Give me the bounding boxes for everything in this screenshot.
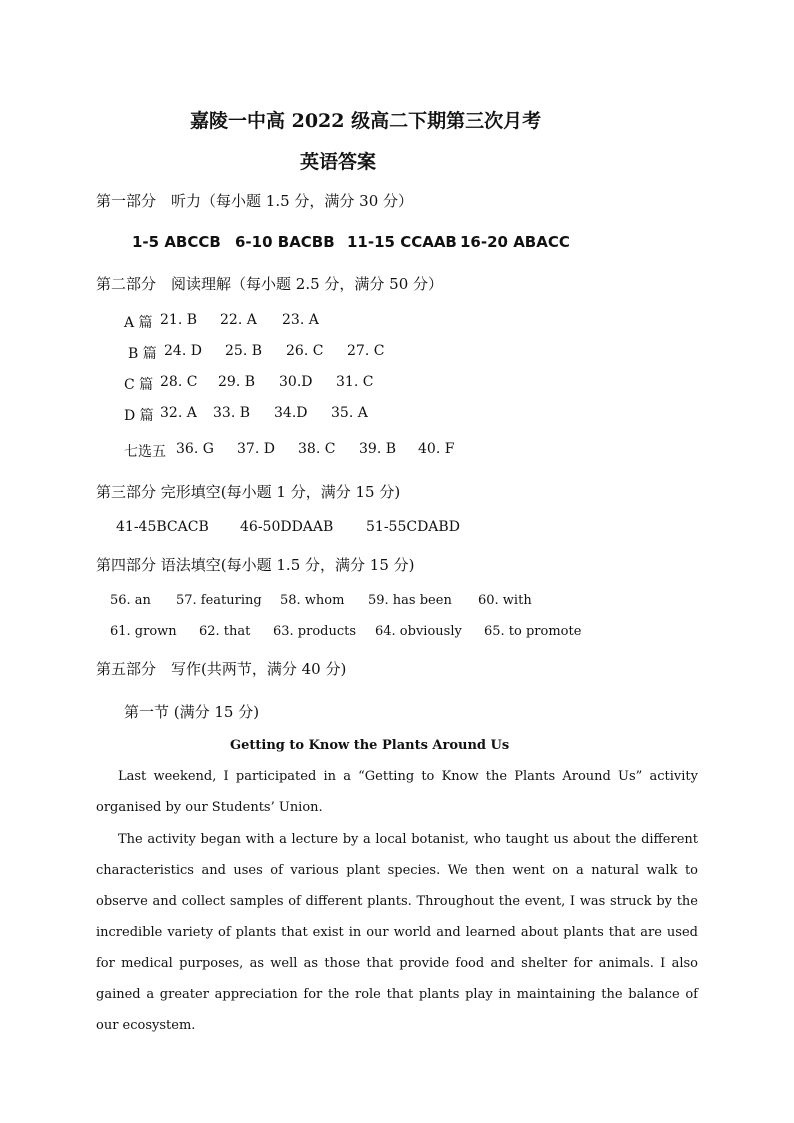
listening-answer: 1-5 ABCCB xyxy=(132,233,221,251)
answer-item: 21. B xyxy=(160,312,198,328)
answer-item: 27. C xyxy=(347,343,385,359)
grammar-answer: 65. to promote xyxy=(484,624,582,639)
grammar-answer: 62. that xyxy=(199,624,251,639)
answer-item: 24. D xyxy=(164,343,202,359)
grammar-row-1 xyxy=(0,593,794,613)
part2-heading: 第二部分 阅读理解（每小题 2.5 分，满分 50 分） xyxy=(96,275,444,293)
grammar-answer: 58. whom xyxy=(280,593,345,608)
answer-item: 26. C xyxy=(286,343,324,359)
listening-answer: 6-10 BACBB xyxy=(235,233,335,251)
cloze-answer: 41-45BCACB xyxy=(116,519,209,535)
answer-item: 35. A xyxy=(331,405,368,421)
answer-item: 31. C xyxy=(336,374,374,390)
answer-item: 30.D xyxy=(279,374,313,390)
grammar-answer: 64. obviously xyxy=(375,624,462,639)
cloze-answer: 46-50DDAAB xyxy=(240,519,334,535)
answer-item: 33. B xyxy=(213,405,251,421)
reading-row-d xyxy=(0,405,794,425)
grammar-answer: 57. featuring xyxy=(176,593,262,608)
answer-item: 28. C xyxy=(160,374,198,390)
grammar-answer: 60. with xyxy=(478,593,532,608)
row-label: 七选五 xyxy=(124,444,166,460)
answer-item: 38. C xyxy=(298,441,336,457)
answer-item: 23. A xyxy=(282,312,319,328)
essay-paragraph: Last weekend, I participated in a “Getting to Know the Plants Around Us” activity organised by our Students’ Union. xyxy=(96,769,698,815)
listening-answer: 11-15 CCAAB xyxy=(347,233,457,251)
part4-heading: 第四部分 语法填空(每小题 1.5 分，满分 15 分) xyxy=(96,556,415,574)
page-subtitle: 英语答案 xyxy=(300,151,377,173)
row-label: A 篇 xyxy=(124,315,153,331)
reading-row-seven-choose-five xyxy=(0,441,794,461)
section1-heading: 第一节 (满分 15 分) xyxy=(124,703,260,721)
grammar-answer: 61. grown xyxy=(110,624,177,639)
grammar-answer: 59. has been xyxy=(368,593,452,608)
answer-item: 22. A xyxy=(220,312,257,328)
answer-item: 40. F xyxy=(418,441,455,457)
page-title: 嘉陵一中高 2022 级高二下期第三次月考 xyxy=(190,110,542,132)
part3-heading: 第三部分 完形填空(每小题 1 分，满分 15 分) xyxy=(96,483,401,501)
row-label: B 篇 xyxy=(128,346,157,362)
grammar-answer: 63. products xyxy=(273,624,357,639)
answer-item: 25. B xyxy=(225,343,263,359)
answer-item: 36. G xyxy=(176,441,214,457)
listening-answer: 16-20 ABACC xyxy=(460,233,570,251)
answer-item: 39. B xyxy=(359,441,397,457)
part1-heading: 第一部分 听力（每小题 1.5 分，满分 30 分） xyxy=(96,192,414,210)
answer-item: 32. A xyxy=(160,405,197,421)
essay-title: Getting to Know the Plants Around Us xyxy=(230,738,510,753)
grammar-answer: 56. an xyxy=(110,593,151,608)
grammar-row-2 xyxy=(0,624,794,644)
row-label: D 篇 xyxy=(124,408,154,424)
part5-heading: 第五部分 写作(共两节，满分 40 分) xyxy=(96,660,347,678)
row-label: C 篇 xyxy=(124,377,154,393)
listening-answers xyxy=(0,233,794,255)
answer-item: 34.D xyxy=(274,405,308,421)
reading-row-c xyxy=(0,374,794,394)
cloze-answers xyxy=(0,519,794,539)
cloze-answer: 51-55CDABD xyxy=(366,519,460,535)
essay-paragraph: The activity began with a lecture by a local botanist, who taught us about the different characteristics and uses of various plant species. We then went on a natural walk to observe and collect samples of different plants. Throughout the event, I was struck by the incredible variety of plants that exist in our world and learned about plants that are used for medical purposes, as well as those that provide food and shelter for animals. I also gained a greater appreciation for the role that plants play in maintaining the balance of our ecosystem. xyxy=(96,832,698,1033)
answer-item: 29. B xyxy=(218,374,256,390)
answer-item: 37. D xyxy=(237,441,275,457)
reading-row-b xyxy=(0,343,794,363)
reading-row-a xyxy=(0,312,794,332)
